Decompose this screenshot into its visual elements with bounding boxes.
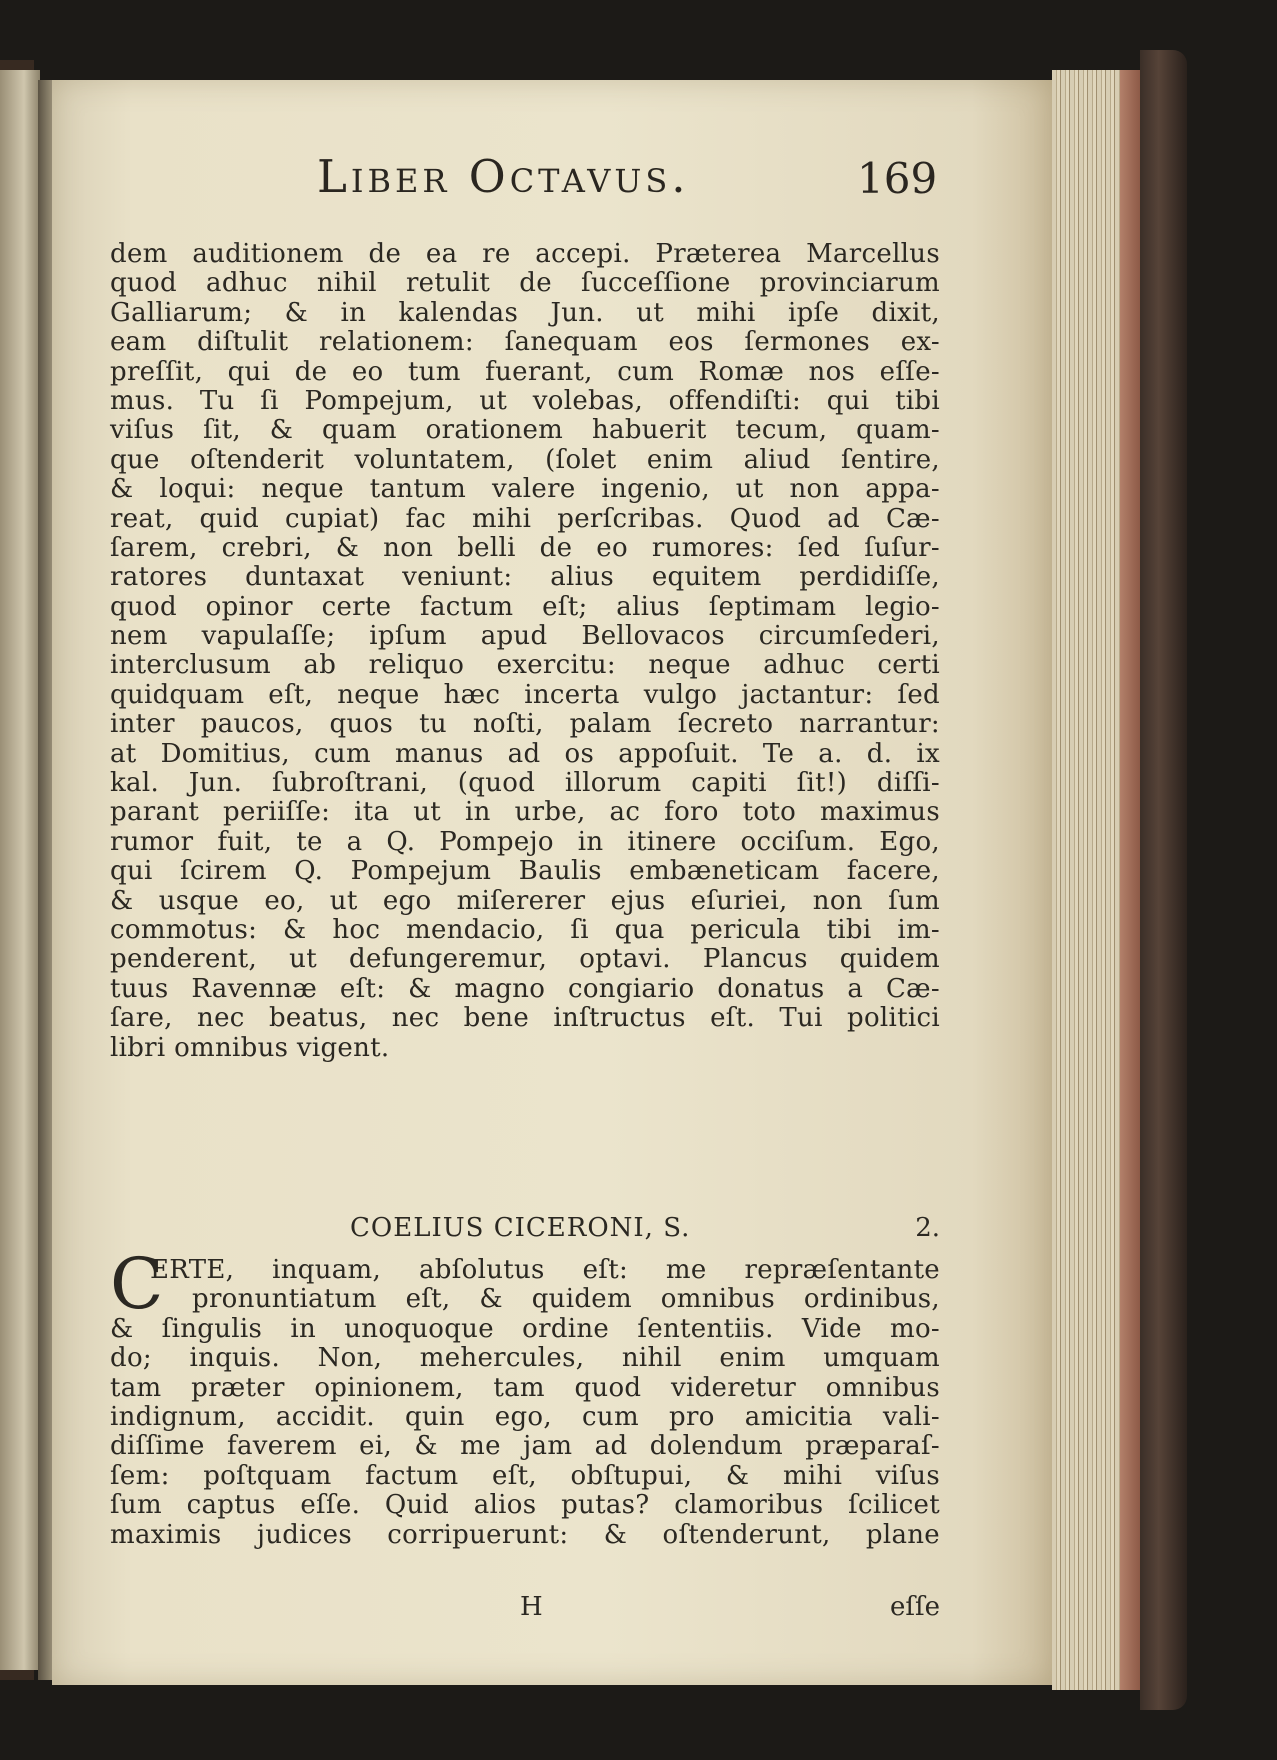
page-header <box>100 150 950 210</box>
text-line: ſarem, crebri, & non belli de eo rumores: ſed ſuſur- <box>110 532 940 563</box>
text-line: rumor fuit, te a Q. Pompejo in itinere occiſum. Ego, <box>110 826 940 857</box>
text-line: inter paucos, quos tu noſti, palam ſecreto narrantur: <box>110 709 940 740</box>
text-line: do; inquis. Non, mehercules, nihil enim umquam <box>110 1343 940 1374</box>
text-line: ſare, nec beatus, nec bene inſtructus eſt. Tui politici <box>110 1003 940 1034</box>
letter-number: 2. <box>915 1213 940 1243</box>
catchword: eſſe <box>889 1592 940 1622</box>
running-title: Liber Octavus. <box>317 150 690 203</box>
page-footer <box>110 1592 940 1632</box>
page-number: 169 <box>857 154 938 203</box>
text-line: diſſime faverem ei, & me jam ad dolendum præparaſ- <box>110 1431 940 1462</box>
text-line: quod adhuc nihil retulit de ſucceſſione provinciarum <box>110 268 940 299</box>
text-line: ERTE, inquam, abſolutus eſt: me repræſentante <box>150 1255 940 1285</box>
text-line: que oſtenderit voluntatem, (ſolet enim aliud ſentire, <box>110 444 940 475</box>
text-line: tam præter opinionem, tam quod videretur omnibus <box>110 1372 940 1403</box>
text-line: Galliarum; & in kalendas Jun. ut mihi ipſe dixit, <box>110 297 940 328</box>
text-line: & usque eo, ut ego miſererer ejus eſuriei, non ſum <box>110 885 940 916</box>
text-line: maximis judices corripuerunt: & oſtenderunt, plane <box>110 1519 940 1550</box>
drop-cap: C <box>110 1243 164 1325</box>
text-line: quod opinor certe factum eſt; alius ſeptimam legio- <box>110 591 940 622</box>
signature-mark: H <box>520 1592 543 1622</box>
text-line: nem vapulaſſe; ipſum apud Bellovacos circumſederi, <box>110 621 940 652</box>
text-line: ſem: poſtquam factum eſt, obſtupui, & mihi viſus <box>110 1460 940 1491</box>
text-line: mus. Tu ſi Pompejum, ut volebas, offendiſti: qui tibi <box>110 385 940 416</box>
text-line: commotus: & hoc mendacio, ſi qua pericula tibi im- <box>110 914 940 945</box>
text-line: quidquam eſt, neque hæc incerta vulgo jactantur: ſed <box>110 679 940 710</box>
text-line: dem auditionem de ea re accepi. Præterea Marcellus <box>110 239 940 269</box>
text-line: libri omnibus vigent. <box>110 1032 390 1063</box>
text-line: kal. Jun. ſubroſtrani, (quod illorum capiti ſit!) diſſi- <box>110 768 940 799</box>
body-text <box>110 240 940 1063</box>
letter-heading-row <box>110 1213 940 1249</box>
text-line: interclusum ab reliquo exercitu: neque adhuc certi <box>110 650 940 681</box>
text-line: & ſingulis in unoquoque ordine ſententiis. Vide mo- <box>110 1313 940 1344</box>
text-line: tuus Ravennæ eſt: & magno congiario donatus a Cæ- <box>110 973 940 1004</box>
text-line: penderent, ut defungeremur, optavi. Plancus quidem <box>110 944 940 975</box>
text-line: preſſit, qui de eo tum fuerant, cum Romæ nos eſſe- <box>110 356 940 387</box>
text-line: parant periiſſe: ita ut in urbe, ac foro toto maximus <box>110 797 940 828</box>
text-line: at Domitius, cum manus ad os appoſuit. Te a. d. ix <box>110 738 940 769</box>
text-line: reat, quid cupiat) fac mihi perſcribas. Quod ad Cæ- <box>110 503 940 534</box>
text-line: indignum, accidit. quin ego, cum pro amicitia vali- <box>110 1401 940 1432</box>
left-page <box>0 70 40 1670</box>
text-line: pronuntiatum eſt, & quidem omnibus ordinibus, <box>192 1284 940 1315</box>
text-line: eam diſtulit relationem: ſanequam eos ſermones ex- <box>110 327 940 358</box>
text-line: viſus ſit, & quam orationem habuerit tecum, quam- <box>110 415 940 446</box>
text-line: ſum captus eſſe. Quid alios putas? clamoribus ſcilicet <box>110 1490 940 1521</box>
red-page-edges <box>1120 70 1140 1690</box>
text-line: ratores duntaxat veniunt: alius equitem perdidiſſe, <box>110 562 940 593</box>
letter-body <box>110 1243 940 1550</box>
text-line: & loqui: neque tantum valere ingenio, ut non appa- <box>110 474 940 505</box>
letter-heading: COELIUS CICERONI, S. <box>350 1213 691 1243</box>
text-line: qui ſcirem Q. Pompejum Baulis embæneticam facere, <box>110 856 940 887</box>
book-cover <box>1140 50 1187 1710</box>
